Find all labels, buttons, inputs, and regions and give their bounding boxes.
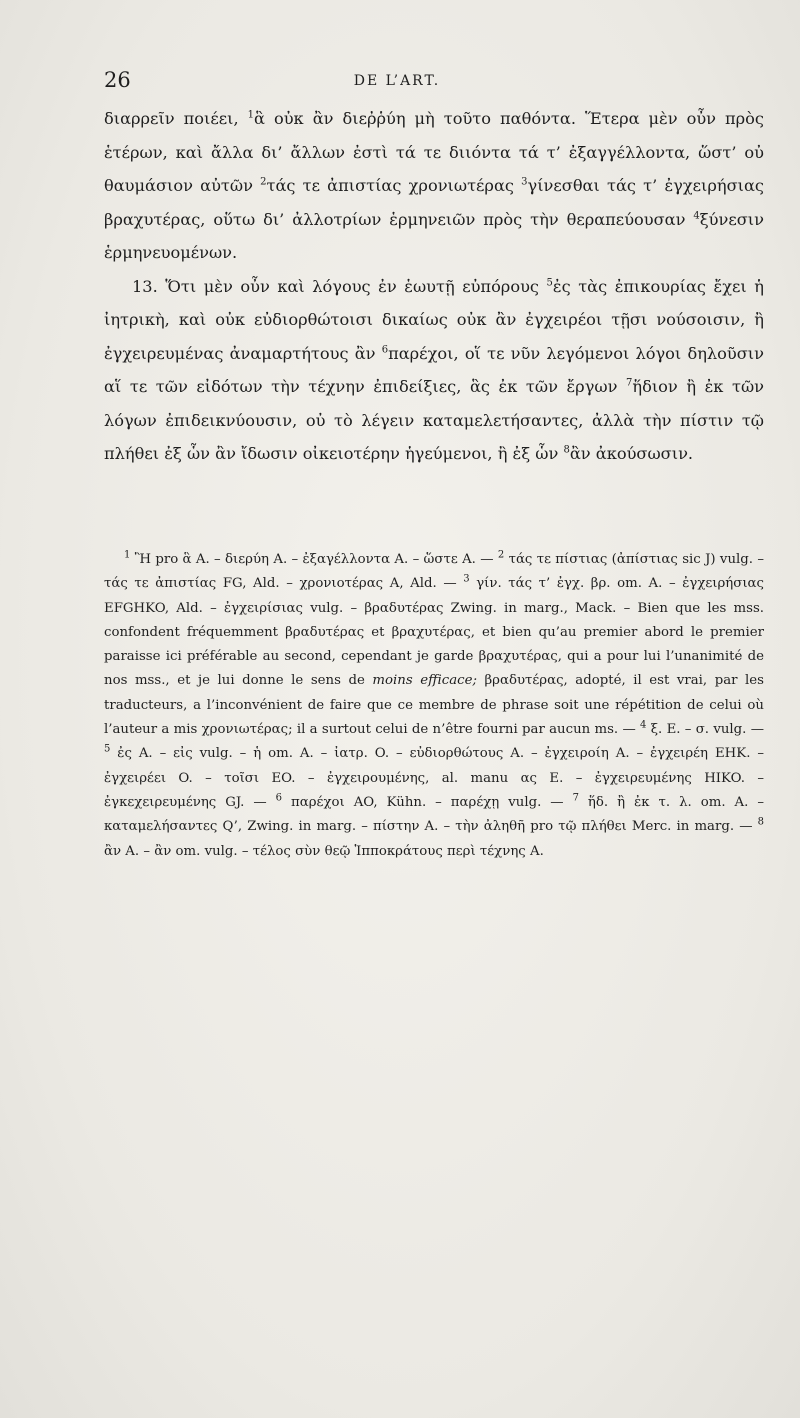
note-marker: 3 xyxy=(521,176,528,188)
note-marker: 2 xyxy=(260,176,267,188)
footnote-number: 8 xyxy=(757,816,764,828)
note-marker: 6 xyxy=(381,344,389,356)
text-span: ἥδιον ἢ ἐκ τῶν λόγων ἐπιδεικνύουσιν, οὐ τὸ λέγειν καταμελετήσαντες, ἀλλὰ τὴν πίστιν τῷ πλήθει ἐξ ὧν ἂν ἴδωσιν οἰκειοτέρην ἡγεύμενοι, ἢ ἐξ ὧν xyxy=(104,377,764,463)
footnote-block xyxy=(104,548,764,864)
text-span: ἂν ἀκούσωσιν. xyxy=(569,444,694,463)
note-marker: 1 xyxy=(247,109,255,121)
text-span: τάς τε ἀπιστίας χρονιωτέρας xyxy=(266,176,522,195)
note-marker: 7 xyxy=(626,377,633,389)
footnote-text: ἐς A. – εἰς vulg. – ἡ om. A. – ἰατρ. O. – εὐδιορθώτους A. – ἐγχειροίη A. – ἐγχειρέη EHK. – ἐγχειρέει O. – τοῖσι EO. – ἐγχειρουμένης, al. manu ας E. – ἐγχειρευμένης HIKO. – ἐγκεχειρευμένης GJ. — xyxy=(104,746,764,810)
text-span: διαρρεῖν ποιέει, xyxy=(104,109,248,128)
footnote-text: βραδυτέρας, adopté, il est vrai, par les traducteurs, a l’inconvénient de faire que ce membre de phrase soit une répétition de celui où l’auteur a mis χρονιωτέρας; il a surtout celui de n’être fourni par aucun ms. — xyxy=(104,673,764,738)
text-span: ἃ οὐκ ἂν διεῤῥύη μὴ τοῦτο παθόντα. Ἕτερα μὲν οὖν πρὸς ἑτέρων, καὶ ἄλλα δι’ ἄλλων ἐστὶ τά τε διιόντα τά τ’ ἐξαγγέλλοντα, ὥστ’ οὐ θαυμάσιον αὐτῶν xyxy=(104,109,764,195)
footnote-number: 5 xyxy=(104,743,111,755)
note-marker: 4 xyxy=(693,210,700,222)
footnotes xyxy=(104,548,764,864)
footnote-text: τάς τε πίστιας (ἀπίστιας sic J) vulg. – τάς τε ἀπιστίας FG, Ald. – χρονιοτέρας A, Ald. — xyxy=(104,552,764,592)
footnote-text: ἥδ. ἢ ἐκ τ. λ. om. A. – καταμελήσαντες Q’, Zwing. in marg. – πίστην A. – τὴν ἀληθῆ pro τῷ πλήθει Merc. in marg. — xyxy=(104,794,764,835)
note-marker: 8 xyxy=(563,444,570,456)
main-text xyxy=(104,102,764,471)
footnote-number: 6 xyxy=(275,792,283,804)
text-span: Ὅτι μὲν οὖν καὶ λόγους ἐν ἑωυτῇ εὐπόρους xyxy=(157,276,547,296)
paragraph-13 xyxy=(104,270,764,471)
footnote-number: 2 xyxy=(497,549,505,561)
footnote-number: 1 xyxy=(124,549,131,561)
running-head: DE L’ART. xyxy=(353,73,441,89)
footnote-text: Ἣ pro ἃ A. – διερύη A. – ἐξαγέλλοντα A. – ὥστε A. — xyxy=(130,552,498,567)
text-span: ἐς τὰς ἐπικουρίας ἔχει ἡ ἰητρικὴ, καὶ οὐκ εὐδιορθώτοισι δικαίως οὐκ ἂν ἐγχειρέοι τῇσι νούσοισιν, ἢ ἐγχειρευμένας ἀναμαρτήτους ἂν xyxy=(104,276,765,363)
footnote-text: ἂν A. – ἂν om. vulg. – τέλος σὺν θεῷ Ἱπποκράτους περὶ τέχνης A. xyxy=(104,843,544,859)
footnote-text: γίν. τάς τ’ ἐγχ. βρ. om. A. – ἐγχειρήσιας EFGHKO, Ald. – ἐγχειρίσιας vulg. – βραδυτέρας Zwing. in marg., Mack. – Bien que les mss. confondent fréquemment βραδυτέρας et βραχυτέρας, et bien qu’au premier abord le premier paraisse ici préférable au second, cependant je garde βραχυτέρας, qui a pour lui l’unanimité de nos mss., et je lui donne le sens de xyxy=(104,576,764,689)
paragraph-1 xyxy=(104,102,764,270)
page-number: 26 xyxy=(104,68,131,92)
page-header xyxy=(104,68,760,98)
text-span: ξύνεσιν ἑρμηνευομένων. xyxy=(104,209,764,262)
text-span: γίνεσθαι τάς τ’ ἐγχειρήσιας βραχυτέρας, οὕτω δι’ ἀλλοτρίων ἑρμηνειῶν πρὸς τὴν θεραπεύουσαν xyxy=(104,176,764,229)
footnote-number: 4 xyxy=(640,719,647,731)
footnote-italic-text: moins efficace; xyxy=(372,673,477,689)
note-marker: 5 xyxy=(546,277,553,289)
footnote-text: παρέχοι AO, Kühn. – παρέχῃ vulg. — xyxy=(282,794,573,810)
footnote-number: 3 xyxy=(463,573,470,585)
section-number: 13. xyxy=(132,276,158,296)
footnote-number: 7 xyxy=(572,792,579,804)
text-span: παρέχοι, οἵ τε νῦν λεγόμενοι λόγοι δηλοῦσιν αἵ τε τῶν εἰδότων τὴν τέχνην ἐπιδείξιες, ἃς ἐκ τῶν ἔργων xyxy=(104,343,764,396)
footnote-text: ξ. E. – σ. vulg. — xyxy=(646,722,764,738)
